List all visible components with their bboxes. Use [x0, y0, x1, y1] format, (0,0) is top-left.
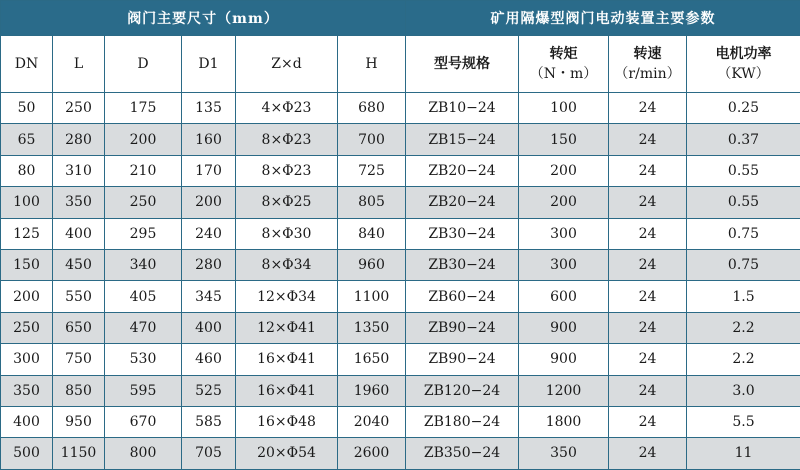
cell-d: 295: [105, 218, 182, 249]
cell-d1: 135: [182, 93, 236, 124]
cell-zxd: 8×Φ23: [236, 124, 338, 155]
column-header-row: [1, 36, 800, 93]
cell-power: 0.75: [687, 218, 800, 249]
cell-power: 0.55: [687, 187, 800, 218]
cell-l: 400: [53, 218, 105, 249]
cell-power: 3.0: [687, 375, 800, 406]
cell-torque: 1800: [519, 406, 609, 437]
cell-d: 800: [105, 438, 182, 469]
speed-unit: （r/min）: [609, 64, 686, 84]
cell-power: 0.25: [687, 93, 800, 124]
cell-d1: 525: [182, 375, 236, 406]
cell-dn: 200: [1, 281, 53, 312]
cell-speed: 24: [609, 438, 687, 469]
cell-d1: 170: [182, 155, 236, 186]
cell-zxd: 20×Φ54: [236, 438, 338, 469]
cell-d1: 160: [182, 124, 236, 155]
cell-zxd: 16×Φ48: [236, 406, 338, 437]
cell-h: 1650: [338, 344, 406, 375]
cell-dn: 80: [1, 155, 53, 186]
cell-speed: 24: [609, 187, 687, 218]
cell-zxd: 8×Φ25: [236, 187, 338, 218]
cell-d1: 400: [182, 312, 236, 343]
col-header-speed: [609, 36, 687, 93]
cell-torque: 350: [519, 438, 609, 469]
cell-model: ZB30−24: [406, 218, 519, 249]
col-header-zxd: Z×d: [236, 36, 338, 93]
cell-zxd: 8×Φ30: [236, 218, 338, 249]
cell-l: 280: [53, 124, 105, 155]
cell-h: 1960: [338, 375, 406, 406]
cell-power: 2.2: [687, 344, 800, 375]
cell-d: 595: [105, 375, 182, 406]
cell-model: ZB20−24: [406, 155, 519, 186]
cell-torque: 900: [519, 312, 609, 343]
cell-zxd: 8×Φ34: [236, 249, 338, 280]
cell-zxd: 12×Φ41: [236, 312, 338, 343]
cell-dn: 100: [1, 187, 53, 218]
col-header-model: 型号规格: [406, 36, 519, 93]
col-header-torque: [519, 36, 609, 93]
cell-power: 11: [687, 438, 800, 469]
cell-torque: 150: [519, 124, 609, 155]
cell-d1: 705: [182, 438, 236, 469]
table-row: [1, 312, 800, 343]
group-header-row: [1, 1, 800, 36]
cell-torque: 200: [519, 187, 609, 218]
cell-h: 805: [338, 187, 406, 218]
col-header-power: [687, 36, 800, 93]
cell-h: 1350: [338, 312, 406, 343]
table-row: [1, 218, 800, 249]
cell-d1: 200: [182, 187, 236, 218]
cell-d1: 345: [182, 281, 236, 312]
valve-dims-group-title: 阀门主要尺寸（mm）: [1, 1, 406, 36]
cell-speed: 24: [609, 155, 687, 186]
cell-l: 1150: [53, 438, 105, 469]
cell-dn: 65: [1, 124, 53, 155]
cell-torque: 1200: [519, 375, 609, 406]
cell-dn: 500: [1, 438, 53, 469]
cell-model: ZB15−24: [406, 124, 519, 155]
cell-d1: 460: [182, 344, 236, 375]
cell-d: 340: [105, 249, 182, 280]
cell-model: ZB120−24: [406, 375, 519, 406]
cell-h: 2040: [338, 406, 406, 437]
cell-zxd: 4×Φ23: [236, 93, 338, 124]
cell-l: 310: [53, 155, 105, 186]
cell-torque: 600: [519, 281, 609, 312]
cell-speed: 24: [609, 93, 687, 124]
cell-h: 1100: [338, 281, 406, 312]
cell-speed: 24: [609, 375, 687, 406]
cell-speed: 24: [609, 249, 687, 280]
cell-model: ZB60−24: [406, 281, 519, 312]
cell-model: ZB90−24: [406, 344, 519, 375]
cell-model: ZB90−24: [406, 312, 519, 343]
cell-speed: 24: [609, 312, 687, 343]
cell-h: 725: [338, 155, 406, 186]
cell-zxd: 8×Φ23: [236, 155, 338, 186]
cell-dn: 300: [1, 344, 53, 375]
table-row: [1, 187, 800, 218]
torque-label: 转矩: [519, 44, 608, 64]
cell-d: 670: [105, 406, 182, 437]
cell-speed: 24: [609, 406, 687, 437]
cell-model: ZB30−24: [406, 249, 519, 280]
cell-speed: 24: [609, 218, 687, 249]
cell-l: 650: [53, 312, 105, 343]
cell-power: 5.5: [687, 406, 800, 437]
torque-unit: （N・m）: [519, 64, 608, 84]
cell-dn: 50: [1, 93, 53, 124]
cell-d1: 585: [182, 406, 236, 437]
col-header-d1: D1: [182, 36, 236, 93]
cell-dn: 250: [1, 312, 53, 343]
cell-power: 1.5: [687, 281, 800, 312]
table-row: [1, 124, 800, 155]
col-header-h: H: [338, 36, 406, 93]
table-row: [1, 438, 800, 469]
cell-l: 950: [53, 406, 105, 437]
cell-d1: 240: [182, 218, 236, 249]
cell-d: 405: [105, 281, 182, 312]
actuator-params-group-title: 矿用隔爆型阀门电动装置主要参数: [406, 1, 800, 36]
cell-l: 350: [53, 187, 105, 218]
table-row: [1, 93, 800, 124]
cell-torque: 100: [519, 93, 609, 124]
cell-l: 550: [53, 281, 105, 312]
power-unit: （KW）: [687, 64, 800, 84]
table-row: [1, 155, 800, 186]
cell-model: ZB20−24: [406, 187, 519, 218]
cell-d: 250: [105, 187, 182, 218]
cell-d: 175: [105, 93, 182, 124]
cell-h: 2600: [338, 438, 406, 469]
cell-dn: 150: [1, 249, 53, 280]
col-header-dn: DN: [1, 36, 53, 93]
cell-torque: 300: [519, 218, 609, 249]
cell-l: 850: [53, 375, 105, 406]
cell-zxd: 12×Φ34: [236, 281, 338, 312]
cell-dn: 400: [1, 406, 53, 437]
cell-zxd: 16×Φ41: [236, 344, 338, 375]
col-header-l: L: [53, 36, 105, 93]
power-label: 电机功率: [687, 44, 800, 64]
table-row: [1, 344, 800, 375]
table-row: [1, 249, 800, 280]
cell-h: 680: [338, 93, 406, 124]
cell-speed: 24: [609, 124, 687, 155]
cell-torque: 300: [519, 249, 609, 280]
col-header-d: D: [105, 36, 182, 93]
cell-d: 200: [105, 124, 182, 155]
cell-model: ZB10−24: [406, 93, 519, 124]
table-row: [1, 281, 800, 312]
cell-power: 2.2: [687, 312, 800, 343]
cell-l: 450: [53, 249, 105, 280]
cell-power: 0.55: [687, 155, 800, 186]
cell-h: 700: [338, 124, 406, 155]
cell-torque: 200: [519, 155, 609, 186]
cell-h: 960: [338, 249, 406, 280]
cell-d: 210: [105, 155, 182, 186]
cell-zxd: 16×Φ41: [236, 375, 338, 406]
cell-d1: 280: [182, 249, 236, 280]
cell-l: 250: [53, 93, 105, 124]
cell-d: 470: [105, 312, 182, 343]
table-row: [1, 406, 800, 437]
speed-label: 转速: [609, 44, 686, 64]
cell-torque: 900: [519, 344, 609, 375]
cell-speed: 24: [609, 281, 687, 312]
cell-speed: 24: [609, 344, 687, 375]
cell-l: 750: [53, 344, 105, 375]
cell-power: 0.75: [687, 249, 800, 280]
cell-model: ZB350−24: [406, 438, 519, 469]
cell-h: 840: [338, 218, 406, 249]
cell-model: ZB180−24: [406, 406, 519, 437]
table-row: [1, 375, 800, 406]
cell-dn: 125: [1, 218, 53, 249]
cell-dn: 350: [1, 375, 53, 406]
cell-d: 530: [105, 344, 182, 375]
table-body: [1, 93, 800, 470]
cell-power: 0.37: [687, 124, 800, 155]
